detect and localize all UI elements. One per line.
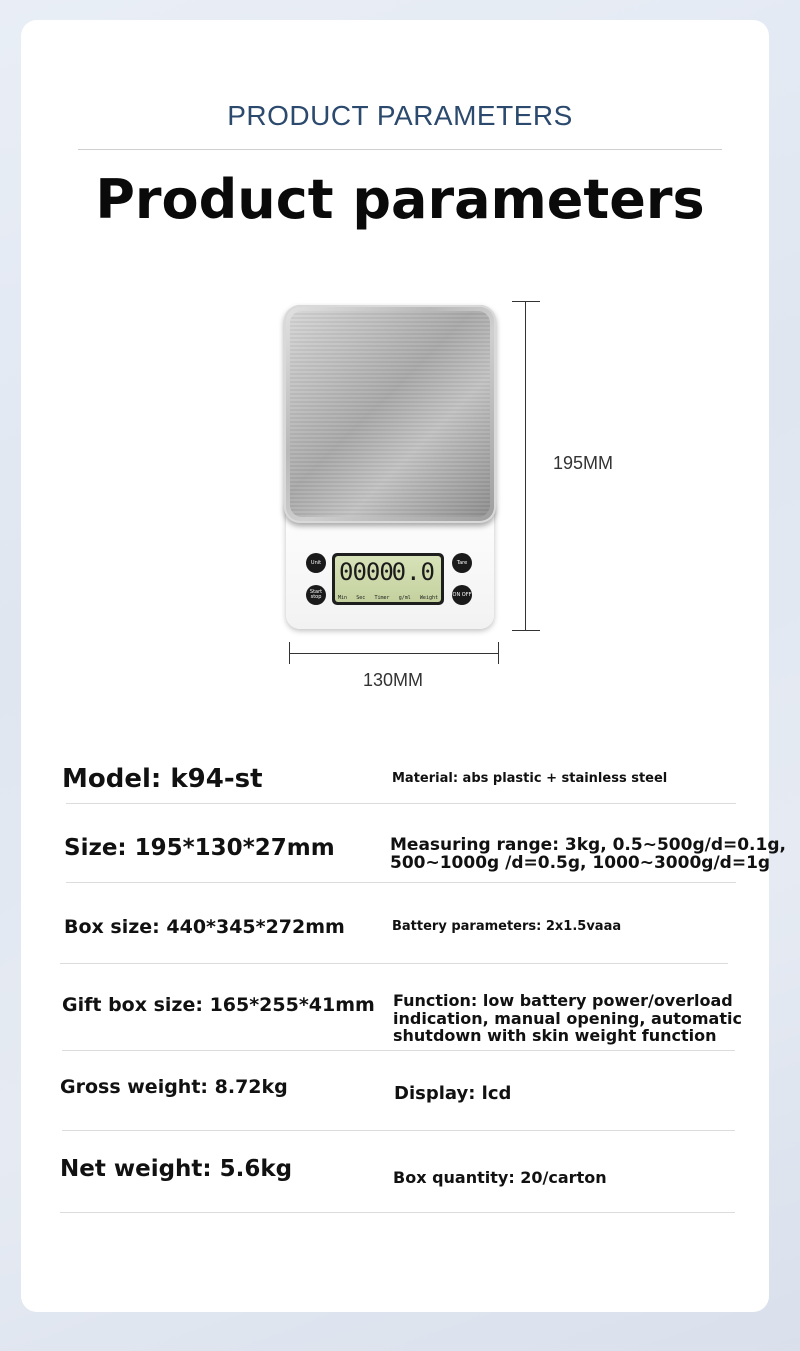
start-stop-button-icon: Start stop — [306, 585, 326, 605]
row-divider — [60, 1212, 735, 1213]
lcd-weight-reading: 0.0 — [391, 558, 435, 586]
lcd-label-min: Min — [338, 595, 348, 601]
lcd-label-weight: Weight — [419, 595, 438, 601]
spec-net-weight: Net weight: 5.6kg — [60, 1156, 293, 1182]
unit-button-icon: Unit — [306, 553, 326, 573]
spec-model: Model: k94-st — [62, 764, 263, 794]
spec-function-line1: Function: low battery power/overload — [393, 991, 733, 1010]
spec-material: Material: abs plastic + stainless steel — [392, 771, 668, 786]
scale-steel-plate — [284, 305, 496, 523]
spec-box-quantity: Box quantity: 20/carton — [393, 1168, 607, 1187]
row-divider — [62, 1130, 735, 1131]
eyebrow-divider — [78, 149, 722, 150]
page-title: Product parameters — [95, 168, 705, 231]
spec-gift-box-size: Gift box size: 165*255*41mm — [62, 994, 375, 1016]
spec-measuring-range-line2: 500~1000g /d=0.5g, 1000~3000g/d=1g — [390, 853, 771, 873]
lcd-label-unit: g/ml — [398, 595, 411, 601]
kitchen-scale-image — [284, 305, 496, 629]
lcd-timer-reading: 0000 — [339, 558, 393, 586]
width-dimension-tick-right — [498, 642, 499, 664]
spec-battery: Battery parameters: 2x1.5vaaa — [392, 919, 622, 934]
spec-function-line3: shutdown with skin weight function — [393, 1026, 717, 1045]
height-dimension-tick-top — [512, 301, 540, 302]
row-divider — [60, 963, 728, 964]
spec-function-line2: indication, manual opening, automatic — [393, 1009, 742, 1028]
scale-lcd-display — [332, 553, 444, 605]
lcd-label-sec: Sec — [356, 595, 366, 601]
height-dimension-label: 195MM — [553, 453, 614, 473]
section-eyebrow: PRODUCT PARAMETERS — [227, 100, 573, 131]
lcd-label-timer: Timer — [374, 595, 390, 601]
width-dimension-line — [289, 653, 499, 654]
spec-measuring-range-line1: Measuring range: 3kg, 0.5~500g/d=0.1g, — [390, 835, 786, 855]
height-dimension-tick-bottom — [512, 630, 540, 631]
spec-size: Size: 195*130*27mm — [64, 835, 335, 861]
spec-display: Display: lcd — [394, 1083, 512, 1104]
row-divider — [66, 882, 736, 883]
row-divider — [62, 1050, 735, 1051]
on-off-button-icon: ON OFF — [452, 585, 472, 605]
width-dimension-label: 130MM — [363, 670, 424, 690]
height-dimension-line — [525, 301, 526, 630]
spec-gross-weight: Gross weight: 8.72kg — [60, 1076, 288, 1098]
spec-box-size: Box size: 440*345*272mm — [64, 916, 345, 938]
row-divider — [66, 803, 736, 804]
width-dimension-tick-left — [289, 642, 290, 664]
tare-button-icon: Tare — [452, 553, 472, 573]
